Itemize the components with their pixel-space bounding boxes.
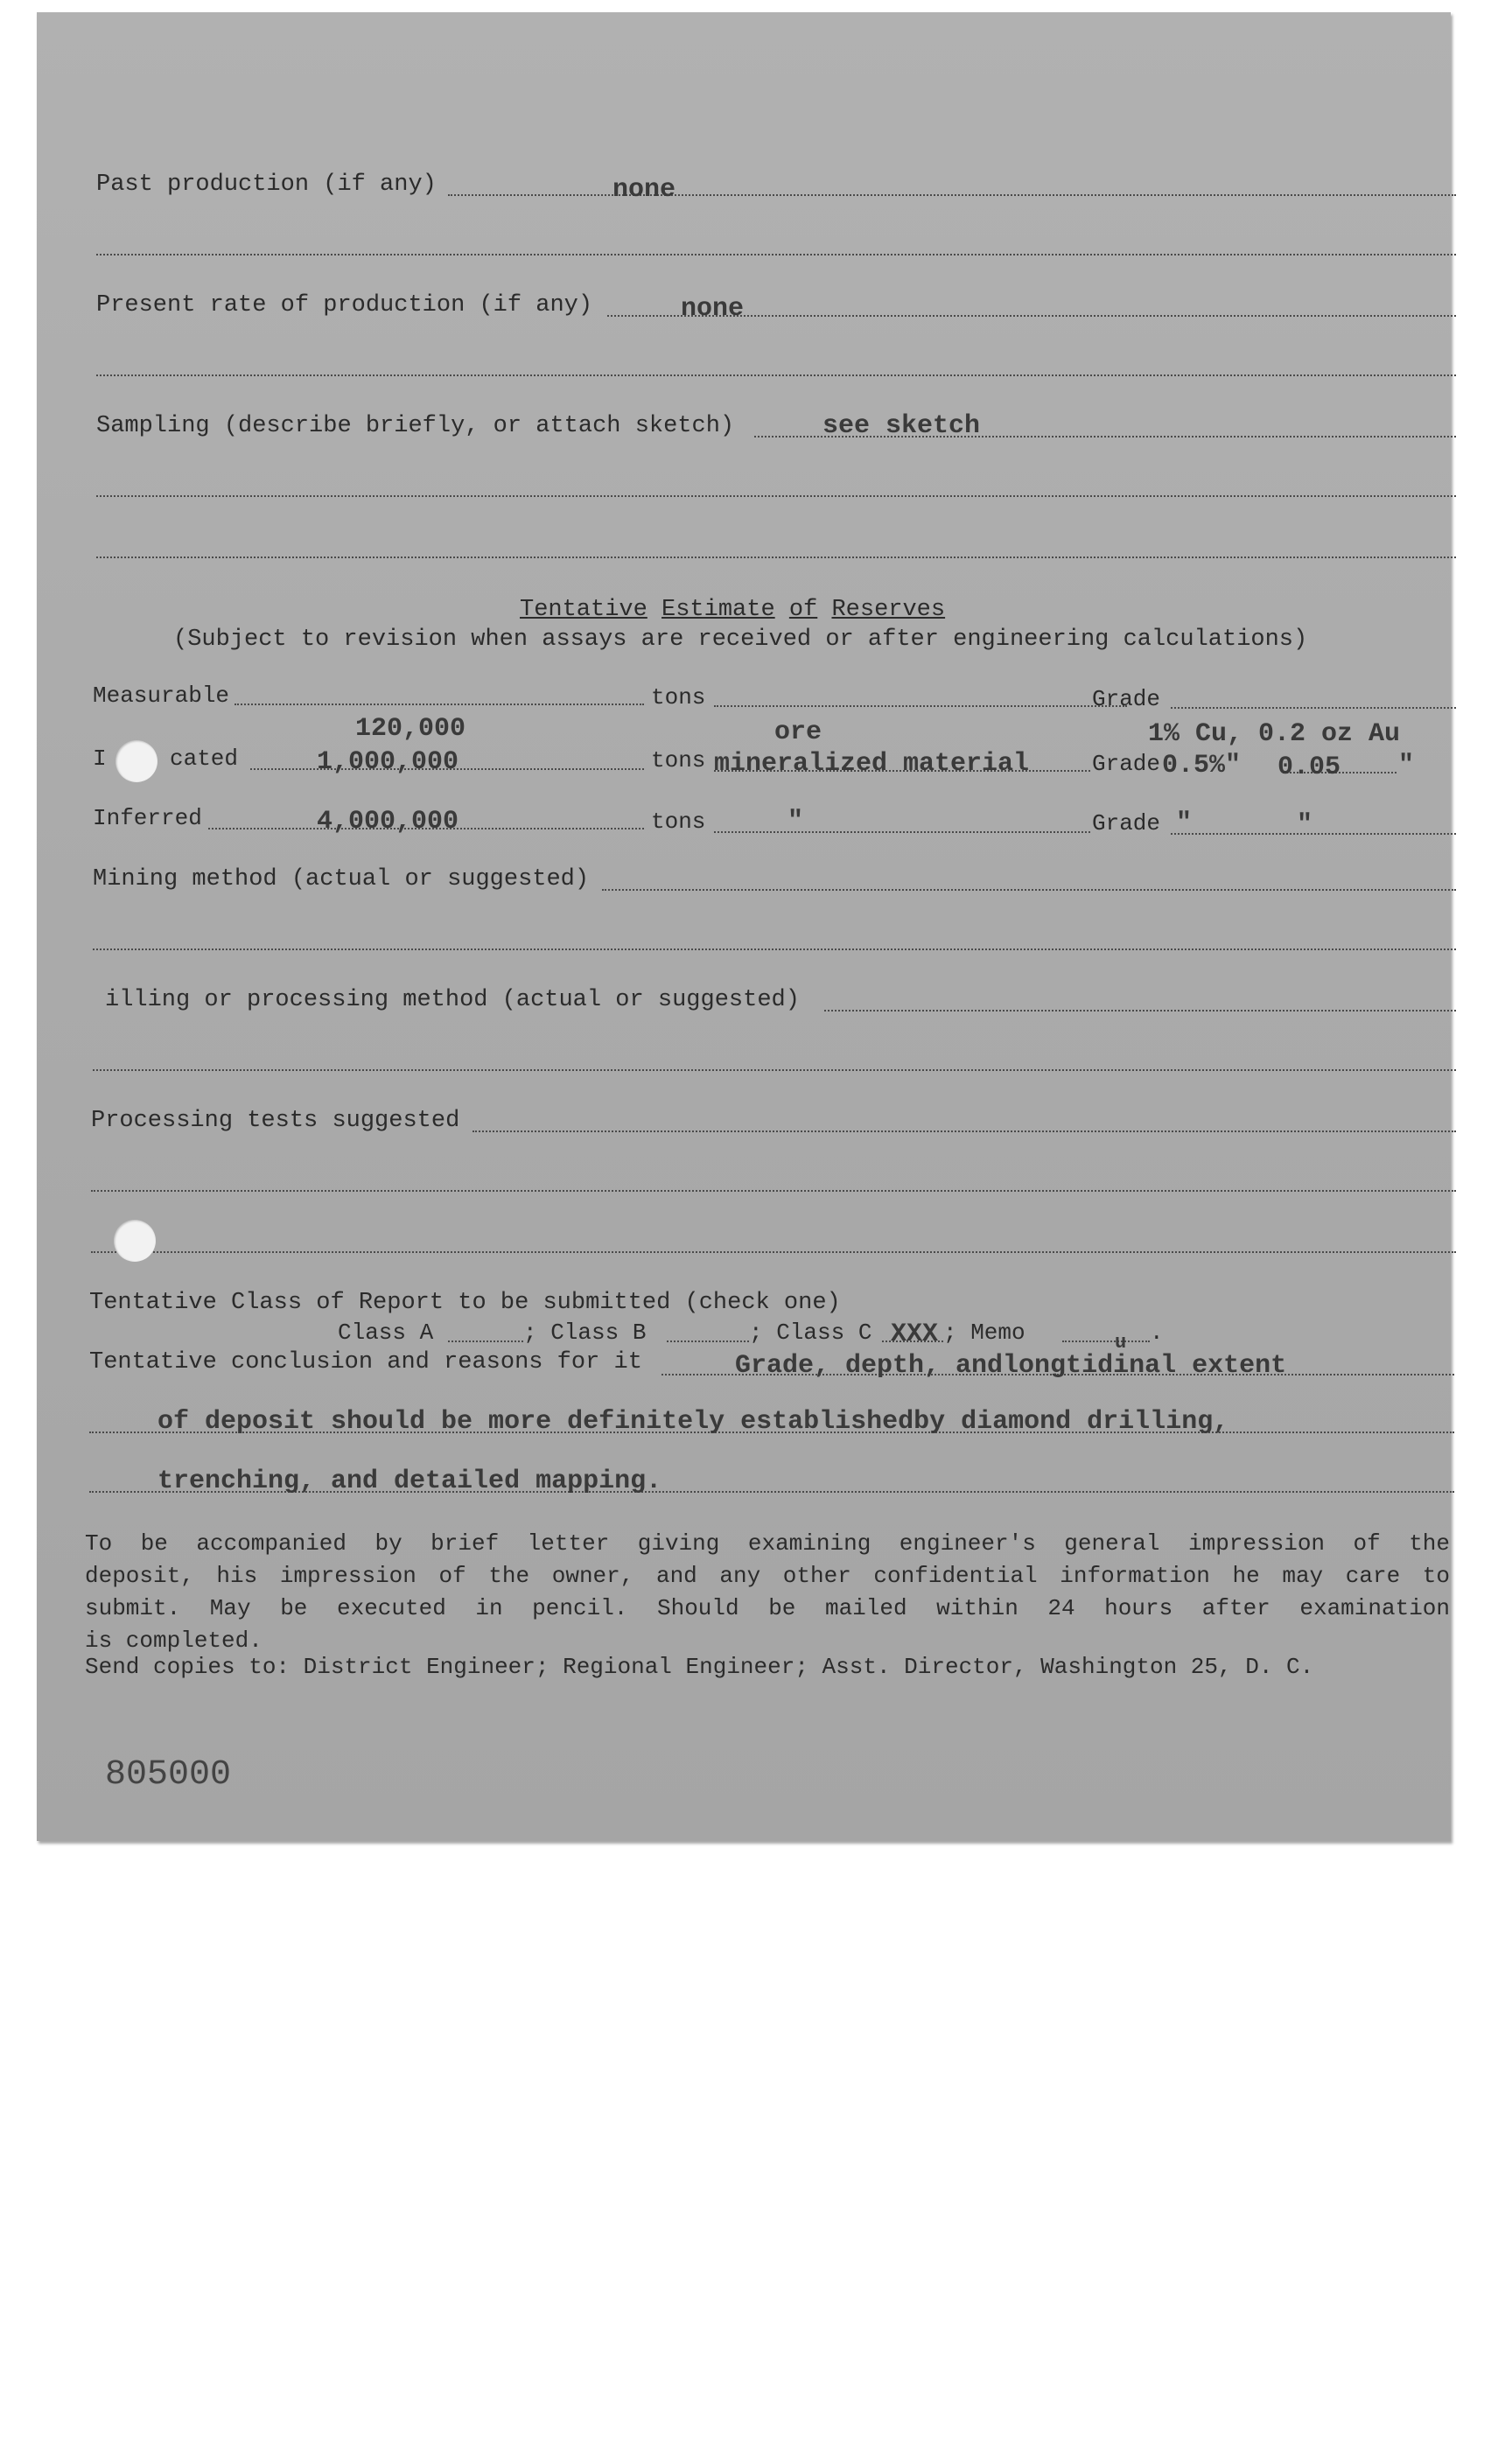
present-rate-label: Present rate of production (if any) [96, 292, 593, 318]
measurable-tons-label: tons [651, 684, 706, 710]
indicated-grade-label: Grade [1092, 751, 1161, 777]
processing-tests-label: Processing tests suggested [91, 1108, 460, 1134]
conclusion-correction-mark: u [1115, 1332, 1127, 1354]
measurable-material-line [714, 705, 1127, 707]
conclusion-text-1: Grade, depth, andlongtidinal extent [735, 1351, 1287, 1381]
inferred-grade-line [1171, 833, 1456, 835]
blank-line [91, 1251, 1456, 1253]
mining-method-label: Mining method (actual or suggested) [93, 866, 590, 892]
processing-tests-line [472, 1130, 1456, 1132]
measurable-grade-line [1171, 707, 1456, 709]
inferred-value: 4,000,000 [317, 807, 459, 836]
send-copies: Send copies to: District Engineer; Regional Engineer; Asst. Director, Washington 25, D. C. [85, 1654, 1314, 1680]
measurable-grade-label: Grade [1092, 686, 1161, 712]
present-rate-value: none [681, 294, 745, 324]
blank-line [96, 374, 1456, 376]
indicated-value: 1,000,000 [317, 747, 459, 777]
memo-period: . [1150, 1320, 1164, 1346]
indicated-material-top: ore [774, 718, 822, 747]
milling-method-label: illing or processing method (actual or suggested) [105, 987, 800, 1013]
conclusion-text-3: trenching, and detailed mapping. [158, 1466, 662, 1496]
punch-hole [116, 740, 158, 782]
class-a-line [448, 1340, 523, 1342]
inferred-material-line [714, 831, 1090, 833]
indicated-grade-au: 0.05 [1278, 752, 1341, 782]
inferred-label: Inferred [93, 805, 202, 831]
instructions-line: To be accompanied by brief letter giving examining engineer's general impression of the [85, 1530, 1450, 1557]
conclusion-label: Tentative conclusion and reasons for it [89, 1349, 642, 1376]
inferred-material-ditto: " [788, 807, 804, 836]
indicated-tons-label: tons [651, 747, 706, 774]
class-c-mark: XXX [891, 1320, 939, 1349]
measurable-label: Measurable [93, 682, 230, 709]
mining-method-line [602, 889, 1456, 891]
sampling-value: see sketch [822, 411, 981, 441]
instructions-line: is completed. [85, 1628, 262, 1654]
report-class-label: Tentative Class of Report to be submitted (check one) [89, 1290, 841, 1316]
reserves-heading: Tentative Estimate of Reserves [520, 597, 946, 623]
blank-line [91, 1190, 1456, 1192]
conclusion-text-2: of deposit should be more definitely establishedby diamond drilling, [158, 1407, 1229, 1437]
inferred-grade-label: Grade [1092, 810, 1161, 836]
class-b-line [667, 1340, 749, 1342]
document-number: 805000 [105, 1755, 232, 1795]
sampling-label: Sampling (describe briefly, or attach sketch) [96, 413, 735, 439]
indicated-material: mineralized material [714, 749, 1030, 779]
class-a-label: Class A [338, 1320, 434, 1346]
memo-line [1062, 1340, 1150, 1342]
indicated-label-prefix: I [93, 746, 107, 772]
instructions-paragraph [85, 1528, 1450, 1657]
class-b-label: ; Class B [523, 1320, 647, 1346]
memo-label: ; Memo [943, 1320, 1026, 1346]
form-sheet [37, 12, 1451, 1841]
class-c-label: ; Class C [749, 1320, 872, 1346]
instructions-line: deposit, his impression of the owner, and any other confidential information he may care to [85, 1563, 1450, 1589]
reserves-subheading: (Subject to revision when assays are received or after engineering calculations) [173, 626, 1308, 653]
blank-line [93, 948, 1456, 950]
blank-line [96, 495, 1456, 497]
indicated-label-suffix: cated [170, 746, 239, 772]
milling-method-line [824, 1010, 1456, 1012]
indicated-grade-cu: 0.5%" [1162, 751, 1242, 780]
punch-hole [114, 1220, 156, 1262]
inferred-grade-cu-ditto: " [1176, 808, 1193, 838]
past-production-line [448, 194, 1456, 196]
inferred-tons-label: tons [651, 808, 706, 835]
blank-line [93, 1069, 1456, 1071]
past-production-value: none [612, 175, 676, 205]
blank-line [96, 254, 1456, 256]
instructions-line: submit. May be executed in pencil. Should be mailed within 24 hours after examination [85, 1595, 1450, 1621]
past-production-label: Past production (if any) [96, 172, 437, 198]
blank-line [96, 556, 1456, 558]
indicated-grade-top: 1% Cu, 0.2 oz Au [1148, 719, 1401, 749]
indicated-grade-au-ditto: " [1398, 751, 1415, 780]
measurable-tons-line [234, 704, 644, 705]
indicated-value-top: 120,000 [355, 714, 466, 744]
inferred-grade-au-ditto: " [1297, 810, 1313, 840]
